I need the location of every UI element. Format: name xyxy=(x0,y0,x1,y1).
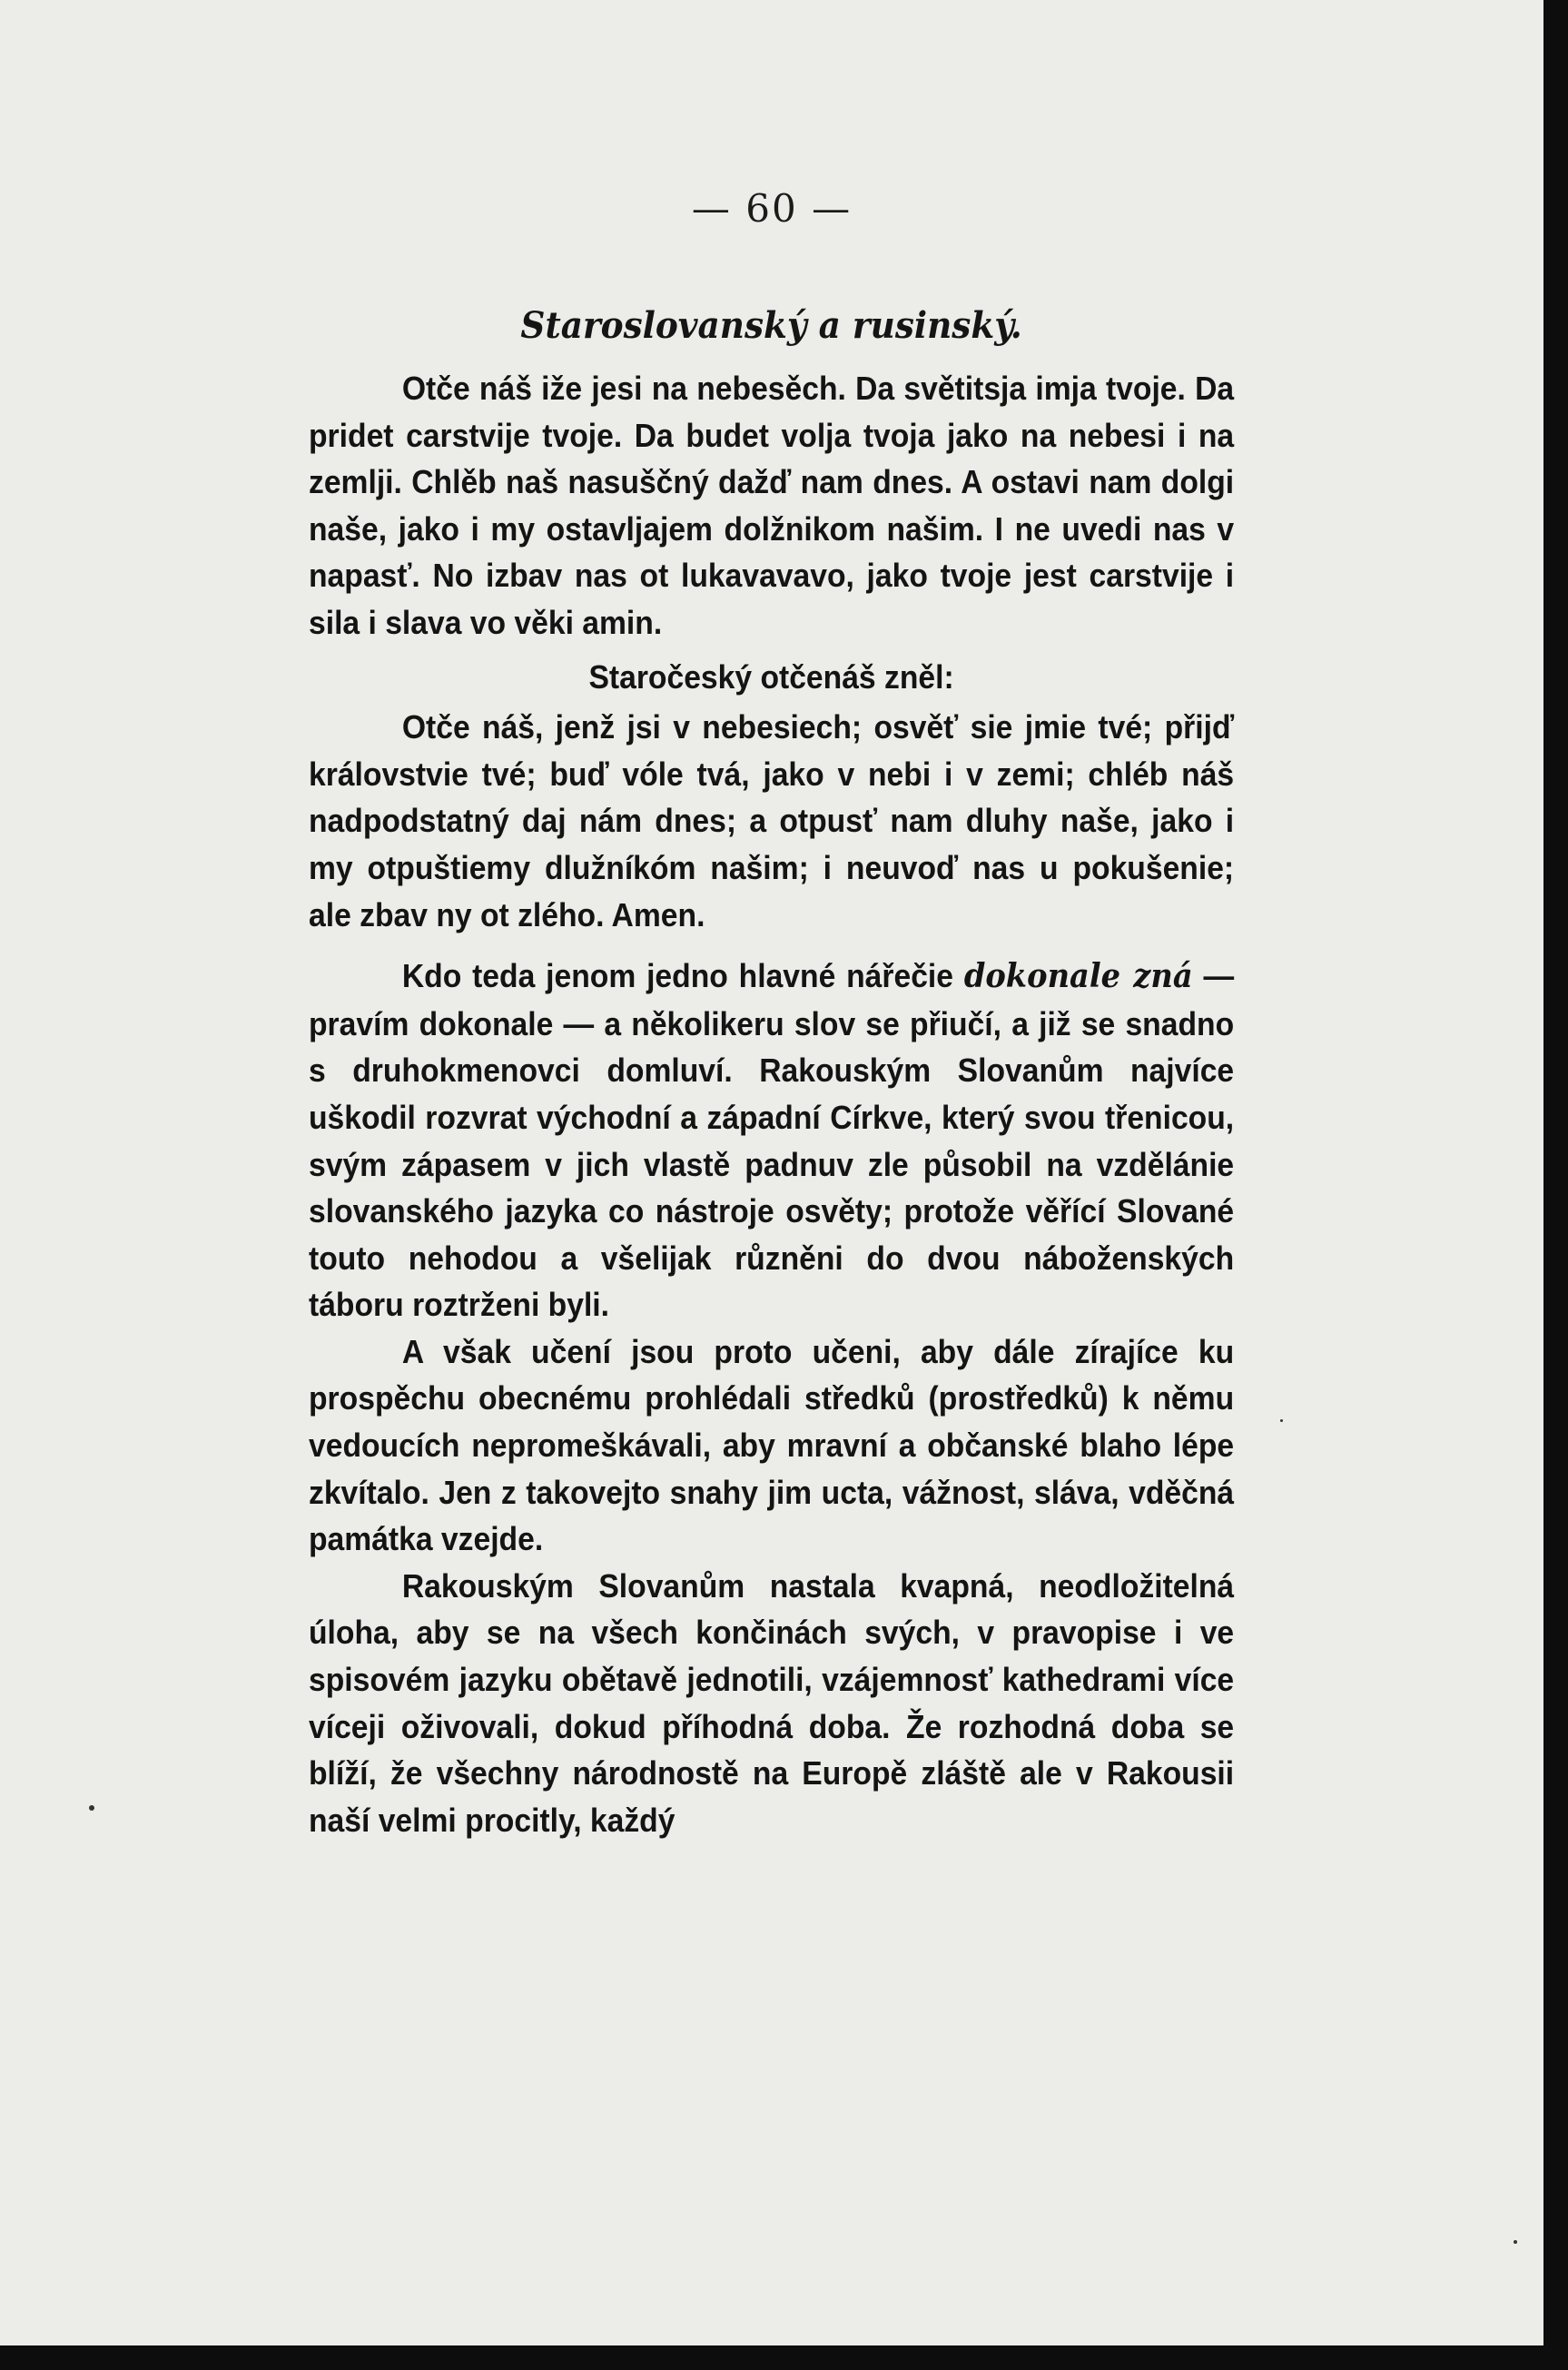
page-number: — 60 — xyxy=(691,186,853,231)
paragraph-austrian-slavs: Rakouským Slovanům nastala kvapná, neodložitelná úloha, aby se na všech končinách svých, v pravopise i ve spisovém jazyku obětavě jednotili, vzájemnosť kathedrami více víceji oživovali, dokud příhodná doba. Že rozhodná doba se blíží, že všechny národnostě na Europě zláště ale v Rakousii naší velmi procitly, každý xyxy=(309,1566,1235,1839)
paragraph-dialects-start: Kdo teda jenom jedno hlavné nářečie xyxy=(401,957,964,995)
paragraph-dialects xyxy=(309,953,1234,1328)
emphasis-dokonale-zna: dokonale zná xyxy=(963,957,1193,996)
section-heading: Staroslovanský a rusinský. xyxy=(520,304,1022,347)
scan-speck xyxy=(1280,1419,1283,1422)
old-czech-heading: Staročeský otčenáš zněl: xyxy=(588,657,954,696)
scan-speck xyxy=(1514,2240,1517,2244)
body-text xyxy=(309,272,1234,1843)
paragraph-scholars: A však učení jsou proto učeni, aby dále zírajíce ku prospěchu obecnému prohlédali středků (prostředků) k němu vedoucích nepromeškávali, aby mravní a občanské blaho lépe zkvítalo. Jen z takovejto snahy jim ucta, vážnost, sláva, vděčná památka vzejde. xyxy=(309,1332,1235,1558)
prayer-old-czech: Otče náš, jenž jsi v nebesiech; osvěť sie jmie tvé; přijď královstvie tvé; buď vóle tvá, jako v nebi i v zemi; chléb náš nadpodstatný daj nám dnes; a otpusť nam dluhy naše, jako i my otpuštiemy dlužníkóm našim; i neuvoď nas u pokušenie; ale zbav ny ot zlého. Amen. xyxy=(309,708,1235,933)
prayer-old-slavonic: Otče náš iže jesi na nebesěch. Da světitsja imja tvoje. Da pridet carstvije tvoje. Da budet volja tvoja jako na nebesi i na zemlji. Chlěb naš nasuščný dažď nam dnes. A ostavi nam dolgi naše, jako i my ostavljajem dolžnikom našim. I ne uvedi nas v napasť. No izbav nas ot lukavavavo, jako tvoje jest carstvije i sila i slava vo věki amin. xyxy=(309,370,1235,641)
scan-speck xyxy=(89,1805,94,1811)
paragraph-dialects-rest: — pravím dokonale — a několikeru slov se přiučí, a již se snadno s druhokmenovci domluví. Rakouským Slovanům najvíce uškodil rozvrat východní a západní Církve, který svou třenicou, svým zápasem v jich vlastě padnuv zle působil na vzdělánie slovanského jazyka co nástroje osvěty; protože věřící Slované touto nehodou a všelijak různěni do dvou náboženských táboru roztrženi byli. xyxy=(309,957,1235,1324)
